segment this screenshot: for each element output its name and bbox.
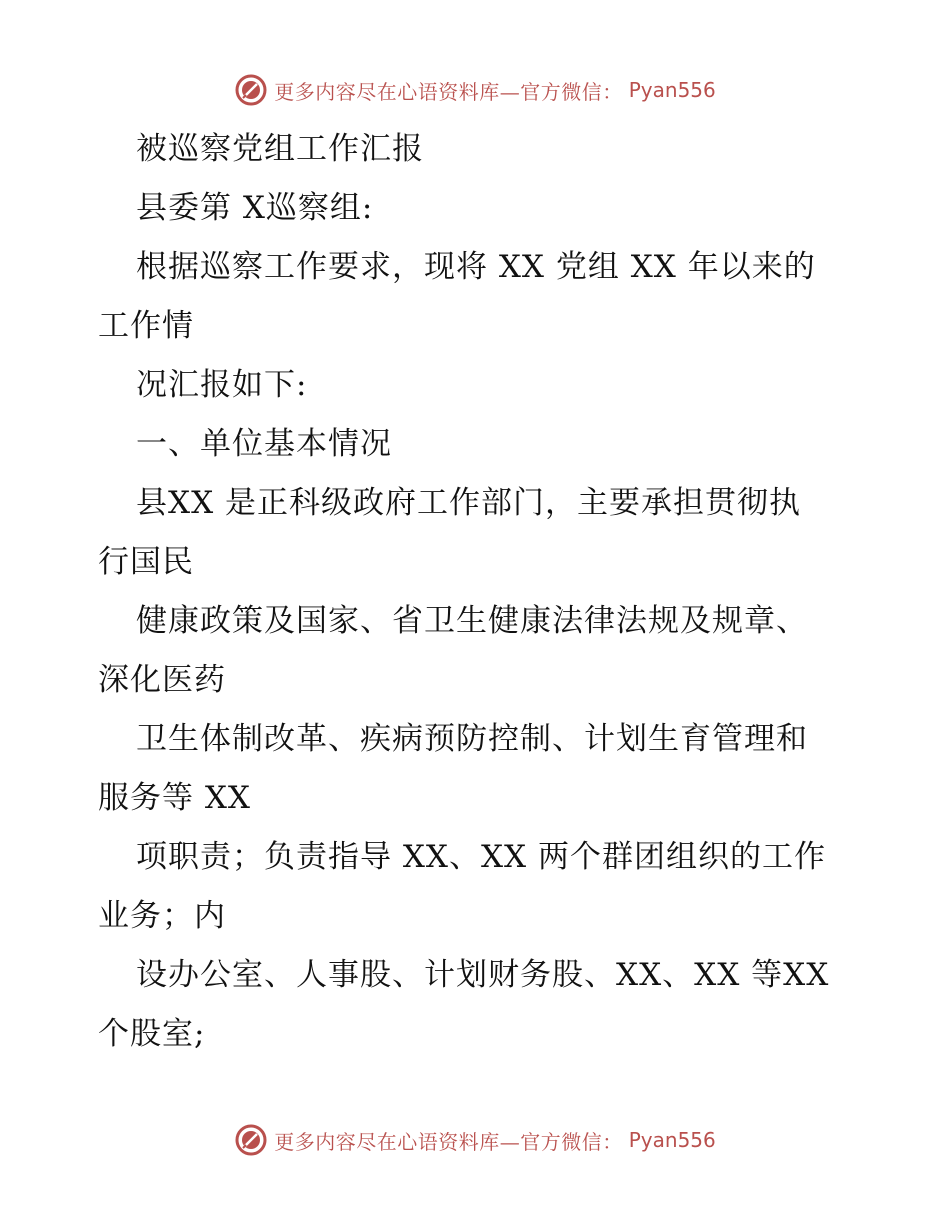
paragraph-line: 深化医药 bbox=[98, 662, 226, 698]
watermark-top bbox=[0, 70, 950, 110]
watermark-id: Pyan556 bbox=[628, 1128, 716, 1152]
document-title: 被巡察党组工作汇报 bbox=[136, 131, 424, 167]
paragraph-line: 设办公室、人事股、计划财务股、XX、XX 等XX bbox=[136, 957, 830, 993]
paragraph-line: 卫生体制改革、疾病预防控制、计划生育管理和 bbox=[136, 721, 808, 757]
paragraph-line: 县XX 是正科级政府工作部门，主要承担贯彻执 bbox=[136, 485, 801, 521]
watermark-text: 更多内容尽在心语资料库—官方微信： bbox=[274, 1129, 623, 1154]
watermark-id: Pyan556 bbox=[628, 78, 716, 102]
document-body bbox=[98, 120, 858, 1064]
paragraph-line: 工作情 bbox=[98, 308, 194, 344]
salutation: 县委第 X巡察组: bbox=[136, 190, 374, 226]
section-heading: 一、单位基本情况 bbox=[136, 426, 392, 462]
paragraph-line: 健康政策及国家、省卫生健康法律法规及规章、 bbox=[136, 603, 808, 639]
paragraph-line: 项职责；负责指导 XX、XX 两个群团组织的工作 bbox=[136, 839, 826, 875]
paragraph-line: 行国民 bbox=[98, 544, 194, 580]
watermark-text: 更多内容尽在心语资料库—官方微信： bbox=[274, 79, 623, 104]
paragraph-line: 业务；内 bbox=[98, 898, 226, 934]
pen-logo-icon bbox=[234, 73, 268, 107]
pen-logo-icon bbox=[234, 1123, 268, 1157]
watermark-bottom bbox=[0, 1120, 950, 1160]
paragraph-line: 个股室; bbox=[98, 1016, 206, 1052]
paragraph-line: 服务等 XX bbox=[98, 780, 251, 816]
paragraph-line: 根据巡察工作要求，现将 XX 党组 XX 年以来的 bbox=[136, 249, 816, 285]
paragraph-line: 况汇报如下: bbox=[136, 367, 308, 403]
